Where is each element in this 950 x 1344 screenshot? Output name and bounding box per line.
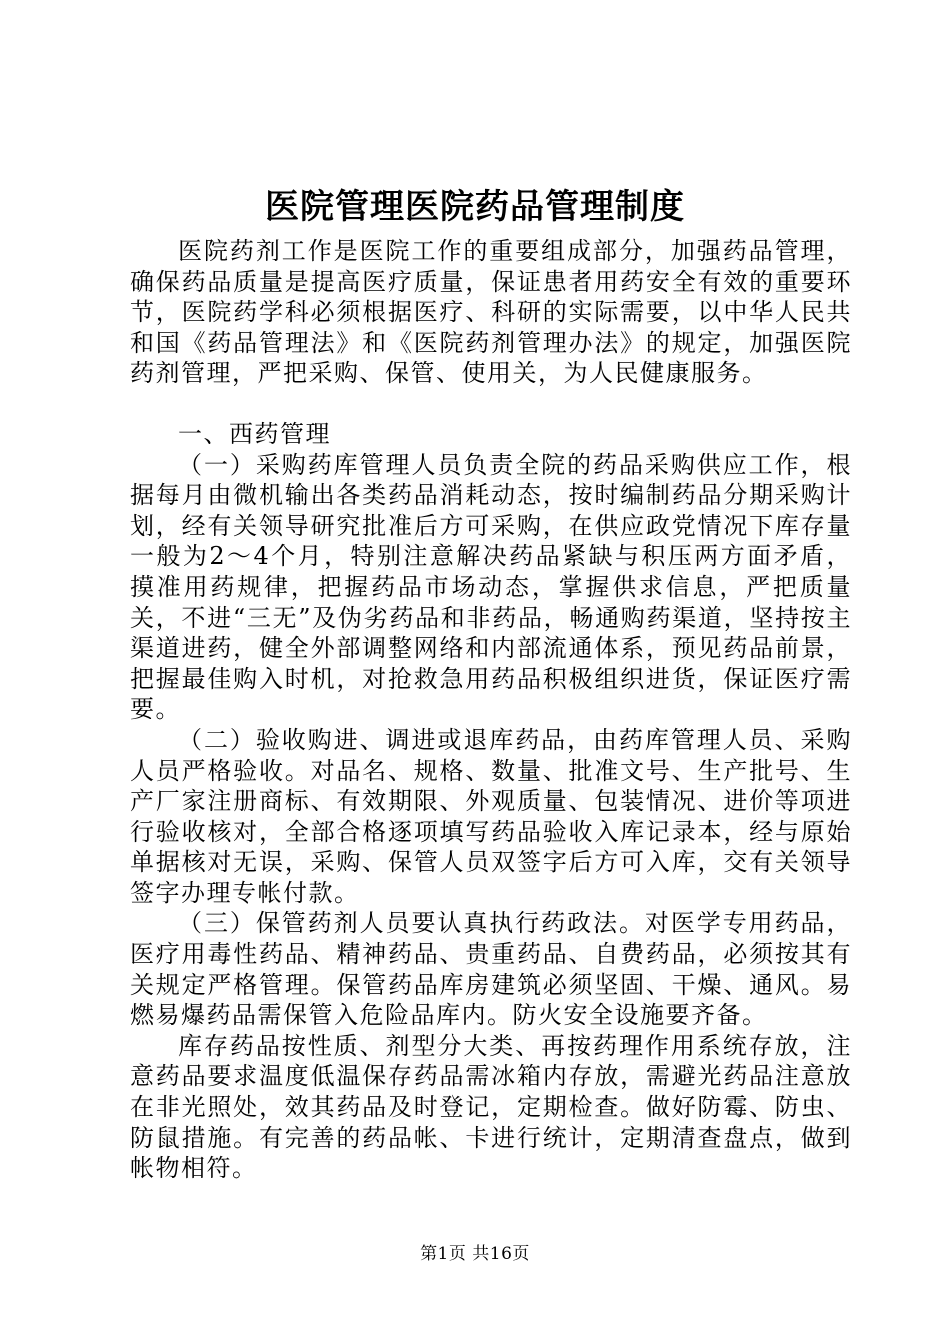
document-title: 医院管理医院药品管理制度 bbox=[265, 187, 685, 227]
intro-paragraph: 医院药剂工作是医院工作的重要组成部分，加强药品管理，确保药品质量是提高医疗质量，保证患者用药安全有效的重要环节，医院药学科必须根据医疗、科研的实际需要，以中华人民共和国《药品管理法》和《医院药剂管理办法》的规定，加强医院药剂管理，严把采购、保管、使用关，为人民健康服务。 bbox=[130, 237, 852, 388]
section-heading-western-medicine: 一、西药管理 bbox=[178, 419, 331, 448]
page-footer: 第1页 共16页 bbox=[420, 1244, 530, 1264]
document-body bbox=[130, 236, 852, 1184]
paragraph-procurement: （一）采购药库管理人员负责全院的药品采购供应工作，根据每月由微机输出各类药品消耗动态，按时编制药品分期采购计划，经有关领导研究批准后方可采购，在供应政党情况下库存量一般为2～4个月，特别注意解决药品紧缺与积压两方面矛盾，摸准用药规律，把握药品市场动态，掌握供求信息，严把质量关，不进“三无”及伪劣药品和非药品，畅通购药渠道，坚持按主渠道进药，健全外部调整网络和内部流通体系，预见药品前景，把握最佳购入时机，对抢救急用药品积极组织进货，保证医疗需要。 bbox=[130, 450, 852, 724]
paragraph-acceptance: （二）验收购进、调进或退库药品，由药库管理人员、采购人员严格验收。对品名、规格、数量、批准文号、生产批号、生产厂家注册商标、有效期限、外观质量、包装情况、进价等项进行验收核对，全部合格逐项填写药品验收入库记录本，经与原始单据核对无误，采购、保管人员双签字后方可入库，交有关领导签字办理专帐付款。 bbox=[130, 725, 852, 907]
paragraph-storage: （三）保管药剂人员要认真执行药政法。对医学专用药品，医疗用毒性药品、精神药品、贵重药品、自费药品，必须按其有关规定严格管理。保管药品库房建筑必须坚固、干燥、通风。易燃易爆药品需保管入危险品库内。防火安全设施要齐备。 bbox=[130, 909, 852, 1030]
paragraph-inventory: 库存药品按性质、剂型分大类、再按药理作用系统存放，注意药品要求温度低温保存药品需冰箱内存放，需避光药品注意放在非光照处，效其药品及时登记，定期检查。做好防霉、防虫、防鼠措施。有完善的药品帐、卡进行统计，定期清查盘点，做到帐物相符。 bbox=[130, 1031, 852, 1183]
